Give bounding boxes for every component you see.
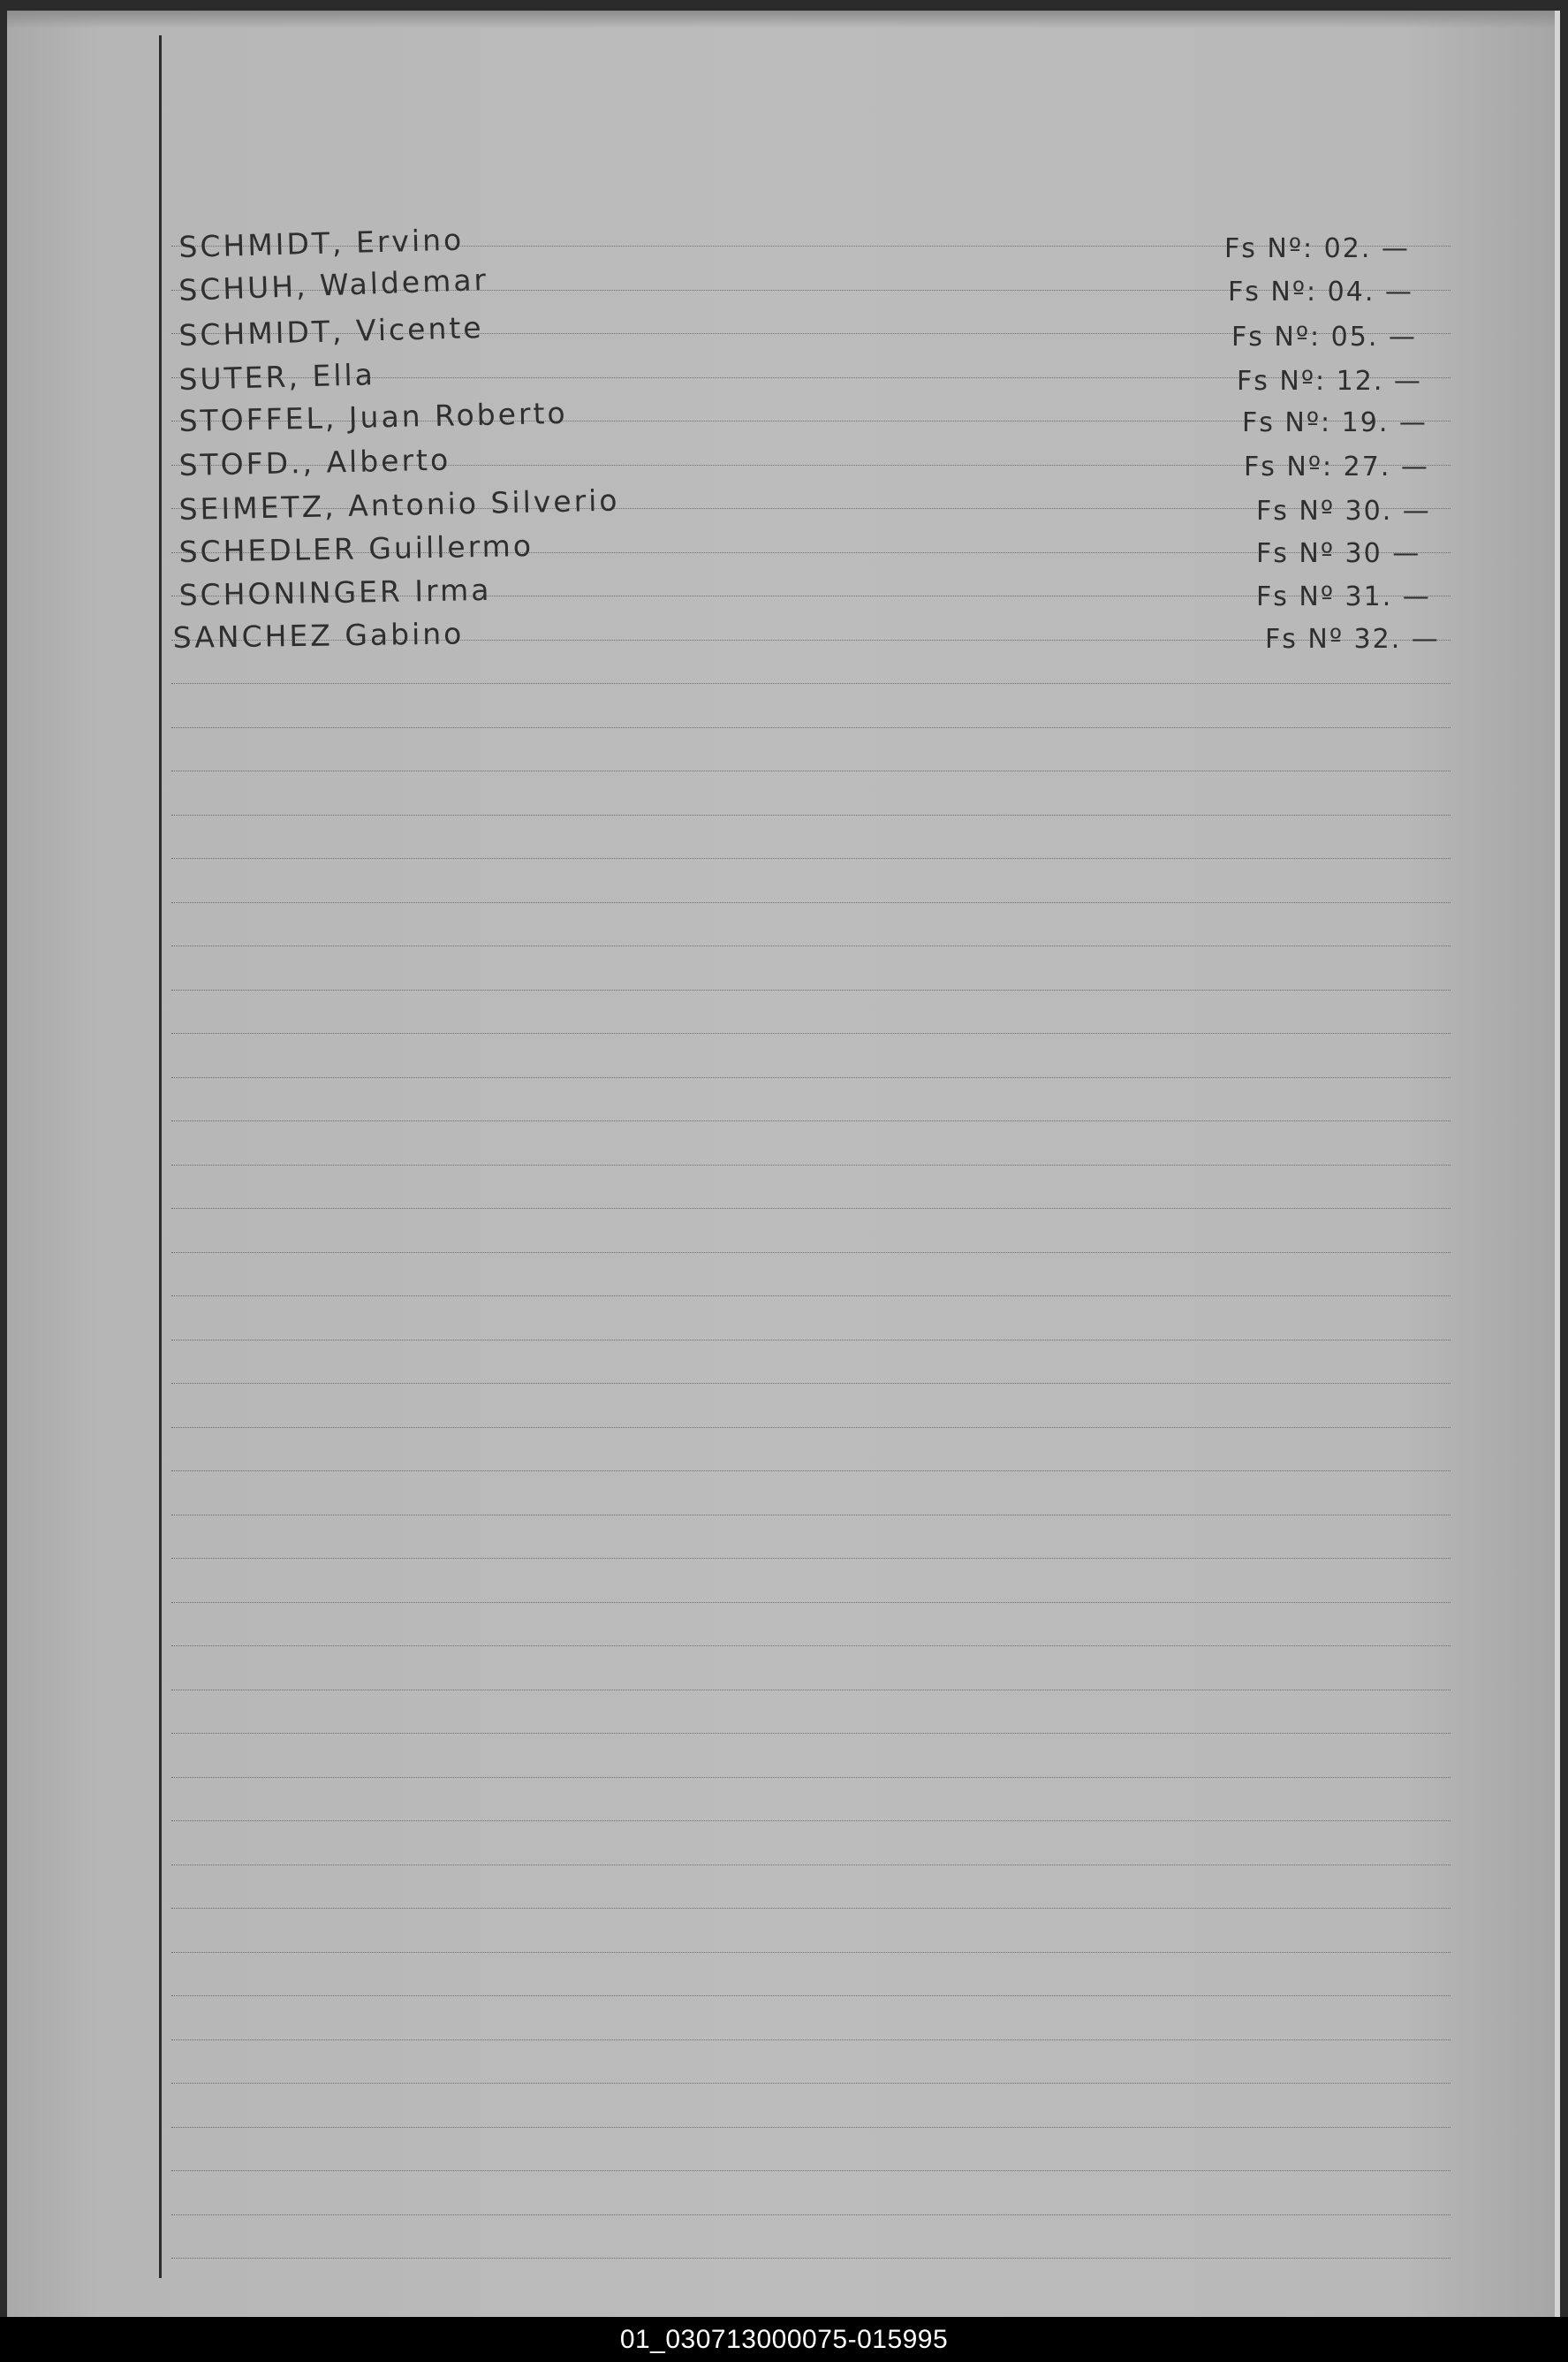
ledger-entry — [7, 309, 1555, 358]
ledger-entry — [7, 395, 1555, 444]
entry-name: SUTER, Ella — [178, 357, 376, 397]
entry-name: SANCHEZ Gabino — [172, 616, 465, 655]
entry-folio: Fs Nº 30 — — [1256, 538, 1421, 569]
entry-name: SCHUH, Waldemar — [178, 262, 489, 308]
scan-id-footer — [0, 2317, 1568, 2362]
entry-folio: Fs Nº: 02. — — [1224, 233, 1410, 264]
ledger-sheet — [7, 11, 1560, 2317]
entry-name: SCHMIDT, Ervino — [178, 222, 465, 264]
ledger-entry — [7, 573, 1555, 618]
scan-id-label: 01_030713000075-015995 — [619, 2324, 949, 2354]
entry-folio: Fs Nº: 12. — — [1237, 366, 1422, 397]
ledger-entry — [7, 482, 1555, 532]
entry-folio: Fs Nº 32. — — [1265, 624, 1440, 655]
entry-folio: Fs Nº 30. — — [1256, 496, 1431, 527]
entry-name: SEIMETZ, Antonio Silverio — [178, 482, 620, 527]
ledger-entry — [7, 616, 1555, 660]
ledger-entry — [7, 444, 1555, 488]
entry-name: SCHMIDT, Vicente — [178, 309, 485, 353]
entry-folio: Fs Nº: 04. — — [1228, 277, 1413, 308]
entry-name: STOFD., Alberto — [178, 442, 451, 482]
ledger-entry — [7, 222, 1555, 270]
entry-name: SCHEDLER Guillermo — [178, 528, 534, 569]
entry-folio: Fs Nº: 27. — — [1244, 452, 1429, 482]
ledger-entry — [7, 530, 1555, 574]
entry-folio: Fs Nº: 19. — — [1242, 407, 1428, 438]
ledger-entry — [7, 262, 1555, 313]
entry-folio: Fs Nº 31. — — [1256, 581, 1431, 612]
entry-folio: Fs Nº: 05. — — [1231, 322, 1417, 353]
ledger-entries — [7, 11, 1555, 2317]
ledger-entry — [7, 358, 1555, 402]
entry-name: SCHONINGER Irma — [178, 572, 492, 612]
entry-name: STOFFEL, Juan Roberto — [178, 395, 569, 438]
